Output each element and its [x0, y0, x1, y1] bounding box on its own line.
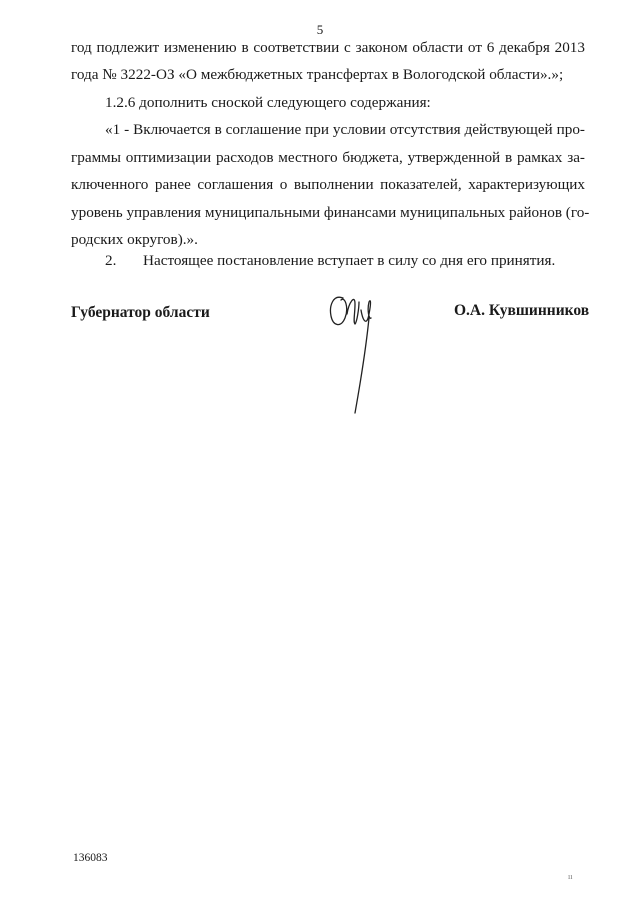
- text-line-1: год подлежит изменению в соответствии с законом области от 6 декабря 2013: [71, 39, 585, 56]
- text-line-6: ключенного ранее соглашения о выполнении показателей, характеризующих: [71, 176, 585, 193]
- signatory-name: О.А. Кувшинников: [454, 302, 590, 319]
- item-2-text: Настоящее постановление вступает в силу со дня его принятия.: [143, 252, 556, 269]
- text-line-8: родских округов).».: [71, 231, 198, 248]
- text-line-5: граммы оптимизации расходов местного бюджета, утвержденной в рамках за-: [71, 149, 585, 166]
- item-2-number: 2.: [105, 252, 117, 269]
- page-number: 5: [316, 22, 324, 37]
- signatory-title: Губернатор области: [71, 304, 210, 321]
- document-code: 136083: [73, 852, 108, 864]
- handwritten-signature: [325, 288, 385, 418]
- text-line-7: уровень управления муниципальными финансами муниципальных районов (го-: [71, 204, 590, 221]
- corner-mark: ıı: [568, 872, 573, 881]
- text-line-3: 1.2.6 дополнить сноской следующего содержания:: [105, 94, 431, 111]
- text-line-2: года № 3222-ОЗ «О межбюджетных трансфертах в Вологодской области».»;: [71, 66, 564, 83]
- text-line-4: «1 - Включается в соглашение при условии отсутствия действующей про-: [105, 121, 585, 138]
